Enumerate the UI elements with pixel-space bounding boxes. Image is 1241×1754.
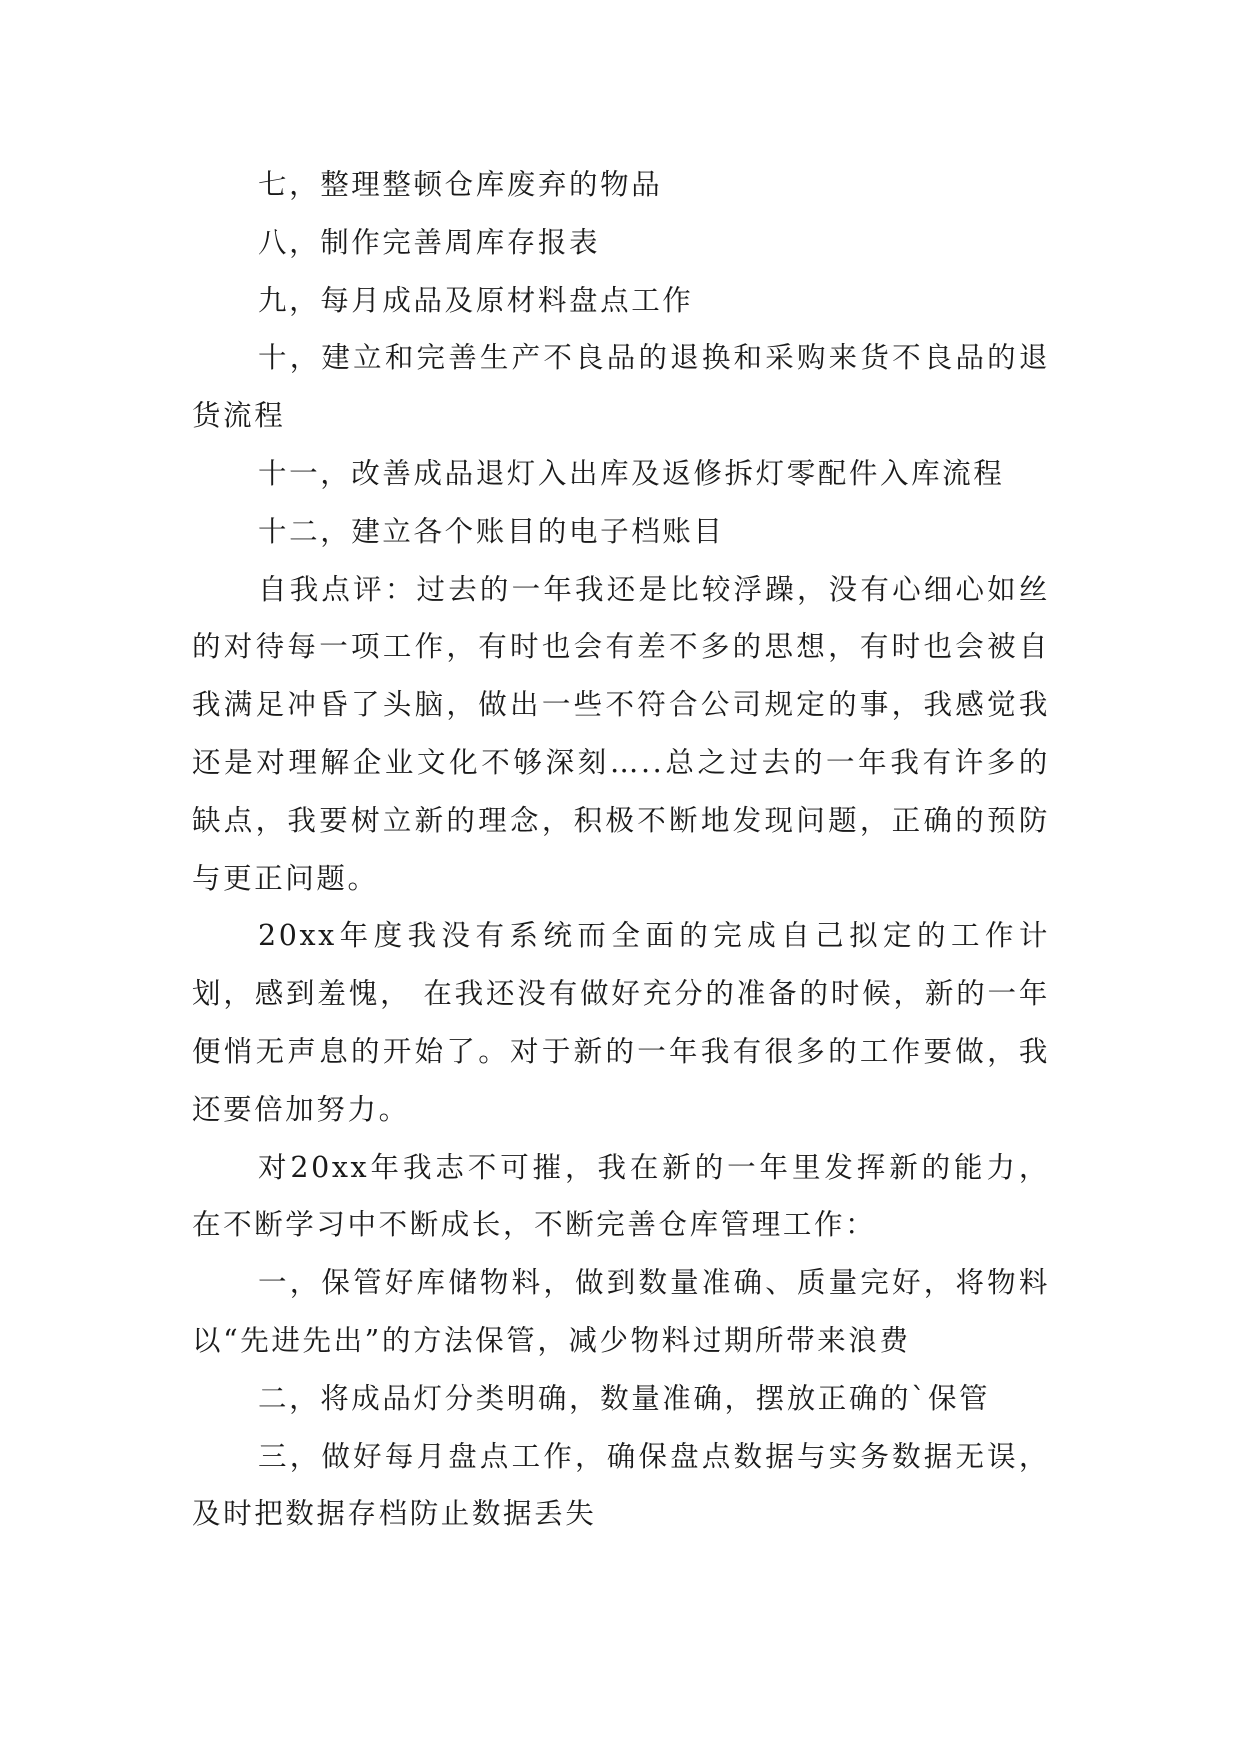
new-year-plan-intro: 对20xx年我志不可摧，我在新的一年里发挥新的能力，在不断学习中不断成长，不断完善仓库管理工作： — [192, 1150, 1050, 1242]
list-item-12: 十二，建立各个账目的电子档账目 — [258, 514, 725, 548]
document-body — [192, 156, 1050, 1543]
list-item-9: 九，每月成品及原材料盘点工作 — [258, 283, 694, 317]
list-item-10: 十，建立和完善生产不良品的退换和采购来货不良品的退货流程 — [192, 341, 1050, 433]
plan-item-1: 一，保管好库储物料，做到数量准确、质量完好，将物料以“先进先出”的方法保管，减少物料过期所带来浪费 — [192, 1266, 1050, 1357]
list-item-7: 七，整理整顿仓库废弃的物品 — [258, 168, 663, 201]
plan-item-2: 二，将成品灯分类明确，数量准确，摆放正确的`保管 — [258, 1381, 991, 1415]
plan-item-3: 三，做好每月盘点工作，确保盘点数据与实务数据无误，及时把数据存档防止数据丢失 — [192, 1439, 1050, 1531]
list-item-11: 十一，改善成品退灯入出库及返修拆灯零配件入库流程 — [258, 456, 1005, 490]
list-item-8: 八，制作完善周库存报表 — [258, 225, 601, 259]
year-reflection-paragraph: 20xx年度我没有系统而全面的完成自己拟定的工作计划，感到羞愧， 在我还没有做好充分的准备的时候，新的一年便悄无声息的开始了。对于新的一年我有很多的工作要做，我还要倍加努力。 — [192, 919, 1050, 1126]
self-evaluation-paragraph: 自我点评：过去的一年我还是比较浮躁，没有心细心如丝的对待每一项工作，有时也会有差不多的思想，有时也会被自我满足冲昏了头脑，做出一些不符合公司规定的事，我感觉我还是对理解企业文化不够深刻…..总之过去的一年我有许多的缺点，我要树立新的理念，积极不断地发现问题，正确的预防与更正问题。 — [192, 572, 1050, 895]
